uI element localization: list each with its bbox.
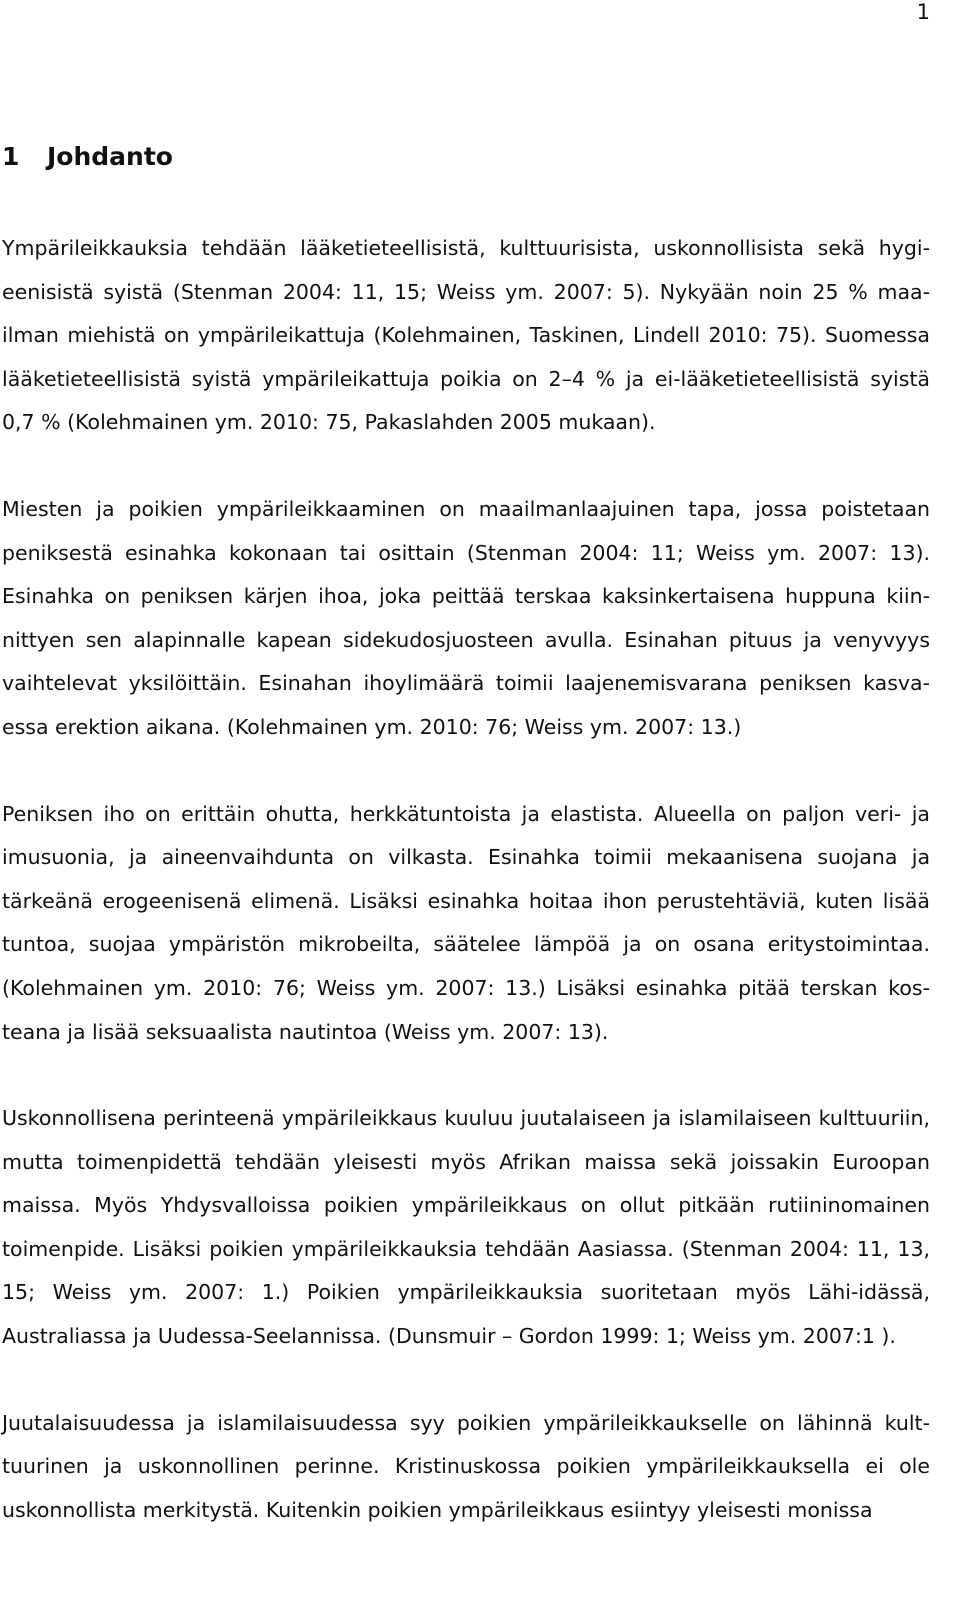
paragraph-3: Peniksen iho on erittäin ohutta, herkkätuntoista ja elastista. Alueella on paljon veri- ja imusuonia, ja aineenvaihdunta on vilkasta. Esinahka toimii mekaanisena suojana ja tärkeänä erogeenisenä elimenä. Lisäksi esinahka hoitaa ihon perustehtäviä, kuten lisää tuntoa, suojaa ympäristön mikrobeilta, säätelee lämpöä ja on osana eritystoimintaa. (Kolehmainen ym. 2010: 76; Weiss ym. 2007: 13.) Lisäksi esinahka pitää terskan kosteana ja lisää seksuaalista nautintoa (Weiss ym. 2007: 13).: [2, 801, 930, 1044]
section-title: Johdanto: [47, 142, 173, 171]
paragraph-2: Miesten ja poikien ympärileikkaaminen on maailmanlaajuinen tapa, jossa poistetaan peniksestä esinahka kokonaan tai osittain (Stenman 2004: 11; Weiss ym. 2007: 13). Esinahka on peniksen kärjen ihoa, joka peittää terskaa kaksinkertaisena huppuna kiinnittyen sen alapinnalle kapean sidekudosjuosteen avulla. Esinahan pituus ja venyvyys vaihtelevat yksilöittäin. Esinahan ihoylimäärä toimii laajenemisvarana peniksen kasvaessa erektion aikana. (Kolehmainen ym. 2010: 76; Weiss ym. 2007: 13.): [2, 496, 930, 739]
section-number: 1: [2, 142, 20, 171]
paragraph-1: Ympärileikkauksia tehdään lääketieteellisistä, kulttuurisista, uskonnollisista sekä hygieenisistä syistä (Stenman 2004: 11, 15; Weiss ym. 2007: 5). Nykyään noin 25 % maailman miehistä on ympärileikattuja (Kolehmainen, Taskinen, Lindell 2010: 75). Suomessa lääketieteellisistä syistä ympärileikattuja poikia on 2–4 % ja ei-lääketieteellisistä syistä 0,7 % (Kolehmainen ym. 2010: 75, Pakaslahden 2005 mukaan).: [2, 236, 930, 435]
paragraph-4: Uskonnollisena perinteenä ympärileikkaus kuuluu juutalaiseen ja islamilaiseen kulttuuriin, mutta toimenpidettä tehdään yleisesti myös Afrikan maissa sekä joissakin Euroopan maissa. Myös Yhdysvalloissa poikien ympärileikkaus on ollut pitkään rutiininomainen toimenpide. Lisäksi poikien ympärileikkauksia tehdään Aasiassa. (Stenman 2004: 11, 13, 15; Weiss ym. 2007: 1.) Poikien ympärileikkauksia suoritetaan myös Lähi-idässä, Australiassa ja Uudessa-Seelannissa. (Dunsmuir – Gordon 1999: 1; Weiss ym. 2007:1 ).: [2, 1106, 930, 1349]
section-heading: [2, 142, 173, 171]
paragraph-5: Juutalaisuudessa ja islamilaisuudessa syy poikien ympärileikkaukselle on lähinnä kulttuurinen ja uskonnollinen perinne. Kristinuskossa poikien ympärileikkauksella ei ole uskonnollista merkitystä. Kuitenkin poikien ympärileikkaus esiintyy yleisesti monissa: [2, 1410, 930, 1522]
body-text: [2, 227, 930, 1532]
page-number: 1: [916, 0, 930, 24]
